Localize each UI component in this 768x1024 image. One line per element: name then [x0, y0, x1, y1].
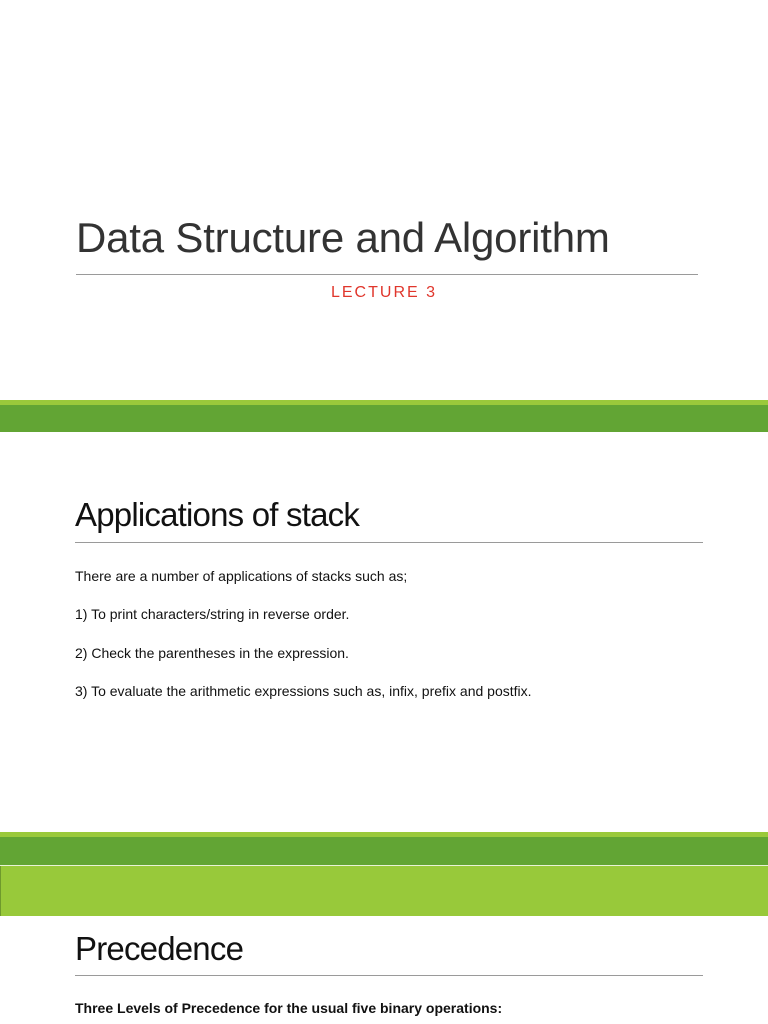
heading-divider: [75, 975, 703, 976]
slide-heading: Applications of stack: [75, 496, 360, 533]
content-slide-precedence: [0, 916, 768, 1024]
heading-divider: [75, 542, 703, 543]
slide-heading: Precedence: [75, 930, 244, 967]
separator-accent-dark: [0, 837, 768, 865]
list-item: There are a number of applications of stacks such as;: [75, 568, 408, 584]
content-slide-applications: [0, 432, 768, 832]
title-divider: [76, 274, 698, 275]
list-item: 3) To evaluate the arithmetic expressions such as, infix, prefix and postfix.: [75, 683, 532, 699]
bold-text: Three Levels of Precedence for the usual five binary operations:: [75, 1000, 503, 1016]
list-item: 1) To print characters/string in reverse order.: [75, 606, 350, 622]
list-item: 2) Check the parentheses in the expression.: [75, 645, 349, 661]
separator-accent-dark: [0, 405, 768, 432]
separator-accent-band: [0, 866, 768, 916]
slide-subtitle: LECTURE 3: [330, 284, 438, 301]
slide-title: Data Structure and Algorithm: [76, 214, 610, 261]
title-slide: [0, 0, 768, 400]
